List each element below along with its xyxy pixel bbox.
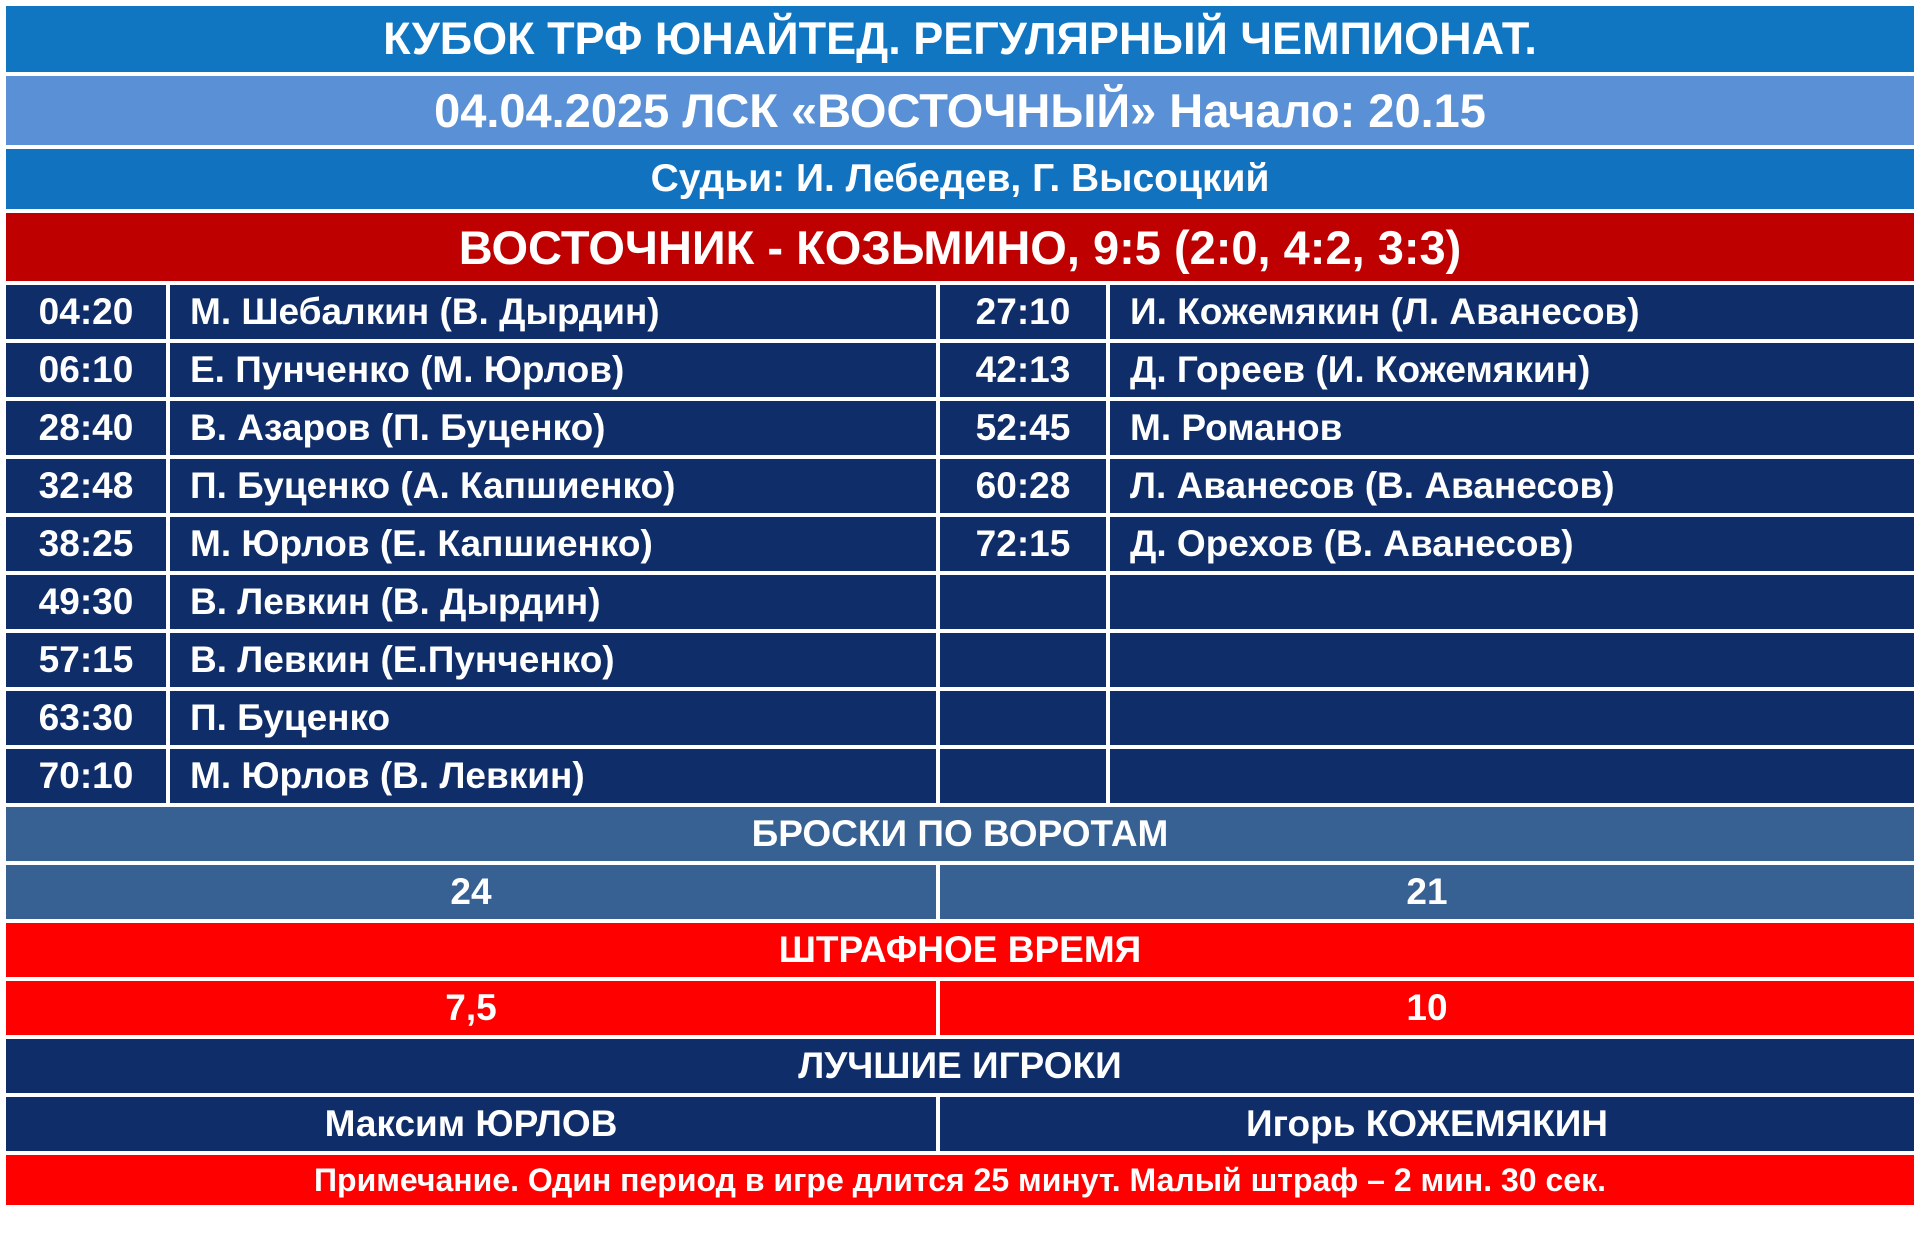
goal-row — [6, 517, 1914, 575]
home-shots: 24 — [6, 865, 940, 919]
home-goal-time: 49:30 — [6, 575, 170, 629]
goal-row — [6, 459, 1914, 517]
away-goal-time: 27:10 — [940, 285, 1110, 339]
goal-row — [6, 575, 1914, 633]
home-goal-time: 70:10 — [6, 749, 170, 803]
away-goal-time: 52:45 — [940, 401, 1110, 455]
away-goal-scorer: Д. Гореев (И. Кожемякин) — [1130, 349, 1591, 390]
home-goal-time: 06:10 — [6, 343, 170, 397]
away-goal-scorer — [1110, 691, 1914, 745]
away-goal-time — [940, 575, 1110, 629]
shots-values — [6, 865, 1914, 923]
home-goal-scorer: В. Азаров (П. Буценко) — [170, 401, 940, 455]
penalty-time-heading: ШТРАФНОЕ ВРЕМЯ — [6, 923, 1914, 981]
home-goal-time: 32:48 — [6, 459, 170, 513]
away-goal-scorer: Д. Орехов (В. Аванесов) — [1130, 523, 1574, 564]
shots-heading: БРОСКИ ПО ВОРОТАМ — [6, 807, 1914, 865]
away-goal-scorer: М. Романов — [1130, 407, 1343, 448]
home-goal-time: 63:30 — [6, 691, 170, 745]
away-goal-scorer — [1110, 633, 1914, 687]
home-goal-scorer: М. Юрлов (В. Левкин) — [170, 749, 940, 803]
away-goal-time: 42:13 — [940, 343, 1110, 397]
home-goal-time: 57:15 — [6, 633, 170, 687]
home-goal-time: 38:25 — [6, 517, 170, 571]
match-report-sheet — [6, 6, 1914, 1205]
away-goal-scorer — [1110, 749, 1914, 803]
best-players-values — [6, 1097, 1914, 1155]
home-goal-scorer: М. Шебалкин (В. Дырдин) — [170, 285, 940, 339]
match-score: ВОСТОЧНИК - КОЗЬМИНО, 9:5 (2:0, 4:2, 3:3) — [6, 213, 1914, 285]
goal-row — [6, 343, 1914, 401]
away-goal-scorer — [1110, 575, 1914, 629]
away-best-player: Игорь КОЖЕМЯКИН — [1245, 1103, 1609, 1144]
home-goal-scorer: П. Буценко — [170, 691, 940, 745]
away-goal-time: 72:15 — [940, 517, 1110, 571]
goal-row — [6, 749, 1914, 807]
best-players-heading: ЛУЧШИЕ ИГРОКИ — [6, 1039, 1914, 1097]
away-goal-time — [940, 633, 1110, 687]
away-goal-time — [940, 691, 1110, 745]
goal-row — [6, 285, 1914, 343]
goal-row — [6, 401, 1914, 459]
referees-line: Судьи: И. Лебедев, Г. Высоцкий — [6, 149, 1914, 213]
home-penalty-time: 7,5 — [6, 981, 940, 1035]
goal-row — [6, 691, 1914, 749]
home-goal-scorer: В. Левкин (В. Дырдин) — [170, 575, 940, 629]
footnote: Примечание. Один период в игре длится 25 минут. Малый штраф – 2 мин. 30 сек. — [6, 1155, 1914, 1205]
match-date-venue: 04.04.2025 ЛСК «ВОСТОЧНЫЙ» Начало: 20.15 — [6, 76, 1914, 149]
home-goal-time: 28:40 — [6, 401, 170, 455]
away-goal-scorer: И. Кожемякин (Л. Аванесов) — [1130, 291, 1640, 332]
home-goal-scorer: В. Левкин (Е.Пунченко) — [170, 633, 940, 687]
home-goal-time: 04:20 — [6, 285, 170, 339]
home-goal-scorer: П. Буценко (А. Капшиенко) — [170, 459, 940, 513]
away-goal-scorer: Л. Аванесов (В. Аванесов) — [1130, 465, 1615, 506]
home-goal-scorer: М. Юрлов (Е. Капшиенко) — [170, 517, 940, 571]
home-best-player: Максим ЮРЛОВ — [6, 1097, 940, 1151]
tournament-title: КУБОК ТРФ ЮНАЙТЕД. РЕГУЛЯРНЫЙ ЧЕМПИОНАТ. — [6, 6, 1914, 76]
goal-row — [6, 633, 1914, 691]
penalty-time-values — [6, 981, 1914, 1039]
goals-table — [6, 285, 1914, 807]
away-penalty-time: 10 — [1406, 987, 1448, 1028]
home-goal-scorer: Е. Пунченко (М. Юрлов) — [170, 343, 940, 397]
away-shots: 21 — [1406, 871, 1448, 912]
away-goal-time — [940, 749, 1110, 803]
away-goal-time: 60:28 — [940, 459, 1110, 513]
